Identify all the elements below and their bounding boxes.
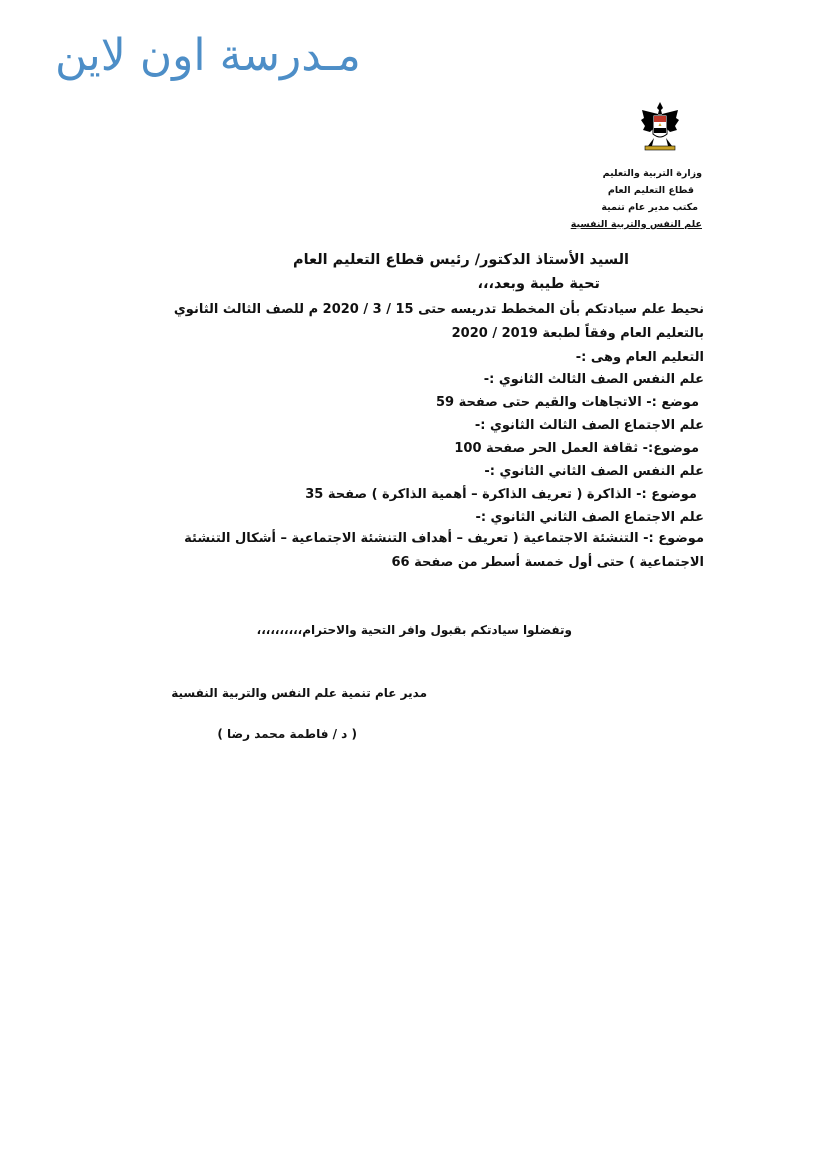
list-item: موضوع :- الذاكرة ( تعريف الذاكرة – أهمية الذاكرة ) صفحة 35 bbox=[305, 487, 697, 502]
intro-line-1: نحيط علم سيادتكم بأن المخطط تدريسه حتى 15 / 3 / 2020 م للصف الثالث الثانوي bbox=[173, 302, 704, 317]
ministry-header bbox=[571, 165, 702, 233]
list-item: علم النفس الصف الثالث الثانوي :- bbox=[483, 372, 704, 387]
list-item: موضوع:- ثقافة العمل الحر صفحة 100 bbox=[454, 441, 699, 456]
list-item: علم النفس الصف الثاني الثانوي :- bbox=[484, 464, 704, 479]
list-item: علم الاجتماع الصف الثاني الثانوي :- bbox=[475, 510, 704, 525]
greeting: تحية طيبة وبعد،،، bbox=[477, 276, 600, 292]
signature-name: ( د / فاطمة محمد رضا ) bbox=[217, 727, 357, 741]
ministry-name: وزارة التربية والتعليم bbox=[602, 168, 702, 179]
section-heading: التعليم العام وهى :- bbox=[575, 350, 704, 365]
closing-line: وتفضلوا سيادتكم بقبول وافر التحية والاحترام،،،،،،،،،، bbox=[256, 623, 572, 637]
list-item: علم الاجتماع الصف الثالث الثانوي :- bbox=[474, 418, 704, 433]
signature-title: مدير عام تنمية علم النفس والتربية النفسية bbox=[171, 686, 427, 700]
school-logo-text: مـدرسة اون لاين bbox=[55, 30, 361, 81]
list-item: موضع :- الاتجاهات والقيم حتى صفحة 59 bbox=[436, 395, 699, 410]
intro-line-2: بالتعليم العام وفقاً لطبعة 2019 / 2020 bbox=[451, 326, 704, 341]
addressee: السيد الأستاذ الدكتور/ رئيس قطاع التعليم العام bbox=[292, 252, 629, 268]
sector-name: قطاع التعليم العام bbox=[607, 185, 694, 196]
eagle-emblem-icon bbox=[640, 100, 680, 152]
department-name: علم النفس والتربية النفسية bbox=[570, 219, 702, 230]
office-name: مكتب مدير عام تنمية bbox=[601, 202, 698, 213]
list-item: موضوع :- التنشئة الاجتماعية ( تعريف – أهداف التنشئة الاجتماعية – أشكال التنشئة bbox=[184, 531, 704, 546]
list-item: الاجتماعية ) حتى أول خمسة أسطر من صفحة 66 bbox=[391, 555, 704, 570]
